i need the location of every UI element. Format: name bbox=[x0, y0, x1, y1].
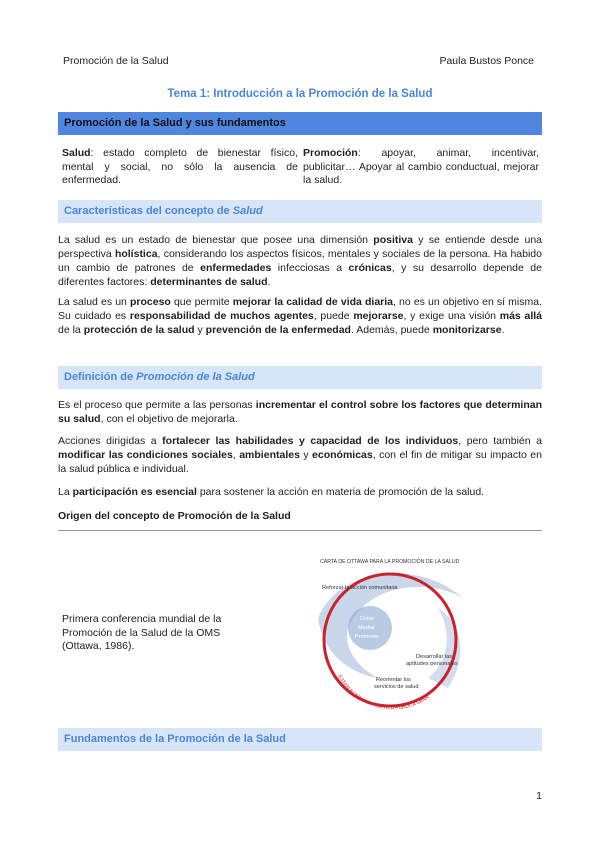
text-run: para sostener la acción en materia de promoción de la salud. bbox=[196, 486, 485, 498]
text-run: responsabilidad de muchos agentes bbox=[129, 310, 314, 322]
text-run: modificar las condiciones sociales bbox=[58, 449, 233, 461]
text-run: positiva bbox=[373, 234, 413, 246]
definition-promocion bbox=[303, 147, 539, 188]
definition-salud-text: : estado completo de bienestar físico, mental y social, no sólo la ausencia de enfermedad. bbox=[62, 147, 298, 186]
text-run: , pero también a bbox=[458, 435, 542, 447]
text-run: ambientales bbox=[239, 449, 300, 461]
text-run: . Además, puede bbox=[350, 324, 433, 336]
heading-caracteristicas-prefix: Características del concepto de bbox=[64, 205, 233, 217]
definition-promocion-text: : apoyar, animar, incentivar, publicitar… Apoyar al cambio conductual, mejorar la salud. bbox=[303, 147, 539, 186]
subheading-origen: Origen del concepto de Promoción de la Salud bbox=[58, 510, 291, 522]
page-title: Tema 1: Introducción a la Promoción de la Salud bbox=[167, 88, 433, 100]
charter-top-label: CARTA DE OTTAWA PARA LA PROMOCIÓN DE LA SALUD bbox=[320, 559, 460, 565]
text-run: , puede bbox=[313, 310, 354, 322]
text-run: que permite bbox=[170, 296, 233, 308]
paragraph-acciones bbox=[58, 434, 542, 476]
charter-label-aptitudes-1: Desarrollar las bbox=[416, 654, 453, 660]
text-run: , bbox=[232, 449, 240, 461]
text-run: incrementar el control sobre los factores que determinan su salud bbox=[58, 399, 542, 425]
term-salud: Salud bbox=[62, 147, 91, 159]
term-promocion: Promoción bbox=[303, 147, 358, 159]
charter-label-servicios-2: servicios de salud bbox=[374, 684, 419, 690]
text-run: , considerando los aspectos físicos, mentales y sociales de la persona. Ha habido un cambio de patrones de bbox=[58, 248, 542, 274]
text-run: enfermedades bbox=[200, 262, 272, 274]
charter-center-dotar: Dotar bbox=[360, 616, 374, 622]
charter-label-comunidad: Reforzar la acción comunitaria bbox=[322, 585, 398, 591]
text-run: proceso bbox=[130, 296, 171, 308]
text-run: participación es esencial bbox=[72, 486, 197, 498]
paragraph-definicion bbox=[58, 398, 542, 426]
text-run: Acciones dirigidas a bbox=[58, 435, 163, 447]
text-run: La bbox=[58, 486, 73, 498]
text-run: crónicas bbox=[348, 262, 392, 274]
header-left: Promoción de la Salud bbox=[63, 55, 169, 67]
text-run: monitorizarse bbox=[432, 324, 502, 336]
text-run: más allá bbox=[499, 310, 542, 322]
definition-salud bbox=[62, 147, 298, 188]
paragraph-salud-positiva bbox=[58, 233, 542, 289]
section-heading-definicion bbox=[58, 366, 542, 389]
charter-center-mediar: Mediar bbox=[358, 625, 376, 631]
paragraph-salud-proceso bbox=[58, 295, 542, 337]
text-run: prevención de la enfermedad bbox=[205, 324, 351, 336]
text-run: , con el objetivo de mejorarla. bbox=[100, 413, 238, 425]
text-run: fortalecer las habilidades y capacidad de los individuos bbox=[162, 435, 459, 447]
text-run: Es el proceso que permite a las personas bbox=[58, 399, 256, 411]
section-heading-fundamentos: Promoción de la Salud y sus fundamentos bbox=[58, 112, 542, 135]
page-number: 1 bbox=[536, 790, 542, 802]
text-run: holística bbox=[114, 248, 158, 260]
heading-definicion-italic: Promoción de la Salud bbox=[136, 371, 255, 383]
text-run: , con el fin de mitigar su impacto en la salud pública e individual. bbox=[58, 449, 542, 475]
text-run: , y su desarrollo depende de diferentes factores: bbox=[58, 262, 542, 288]
charter-label-servicios-1: Reorientar los bbox=[376, 677, 411, 683]
text-run: . bbox=[501, 324, 505, 336]
text-run: , no es un objetivo en sí misma. Su cuidado es bbox=[58, 296, 542, 322]
text-run: , y exige una visión bbox=[403, 310, 500, 322]
text-run: determinantes de salud bbox=[150, 276, 268, 288]
text-run: mejorar la calidad de vida diaria bbox=[232, 296, 393, 308]
ottawa-caption: Primera conferencia mundial de la Promoción de la Salud de la OMS (Ottawa, 1986). bbox=[62, 613, 222, 652]
text-run: La salud es un bbox=[58, 296, 130, 308]
text-run: mejorarse bbox=[353, 310, 404, 322]
text-run: y bbox=[299, 449, 313, 461]
charter-center-promover: Promover bbox=[355, 634, 380, 640]
text-run: La salud es un estado de bienestar que posee una dimensión bbox=[58, 234, 374, 246]
paragraph-participacion bbox=[58, 485, 542, 499]
heading-definicion-prefix: Definición de bbox=[64, 371, 137, 383]
heading-caracteristicas-italic: Salud bbox=[232, 205, 263, 217]
ottawa-charter-figure bbox=[298, 548, 488, 718]
charter-label-aptitudes-2: aptitudes personales bbox=[406, 661, 458, 667]
text-run: económicas bbox=[312, 449, 373, 461]
header-right: Paula Bustos Ponce bbox=[439, 55, 534, 67]
charter-ring-textpath: ESTABLECER UNA POLÍTICA PÚBLICA SANA bbox=[336, 674, 431, 712]
section-heading-fundamentos-promocion: Fundamentos de la Promoción de la Salud bbox=[58, 728, 542, 751]
text-run: y se entiende desde una perspectiva bbox=[58, 234, 543, 260]
text-run: protección de la salud bbox=[83, 324, 195, 336]
text-run: infecciosas a bbox=[271, 262, 349, 274]
text-run: . bbox=[267, 276, 271, 288]
divider bbox=[58, 530, 542, 531]
section-heading-caracteristicas bbox=[58, 200, 542, 223]
text-run: y bbox=[194, 324, 206, 336]
text-run: de la bbox=[58, 324, 84, 336]
